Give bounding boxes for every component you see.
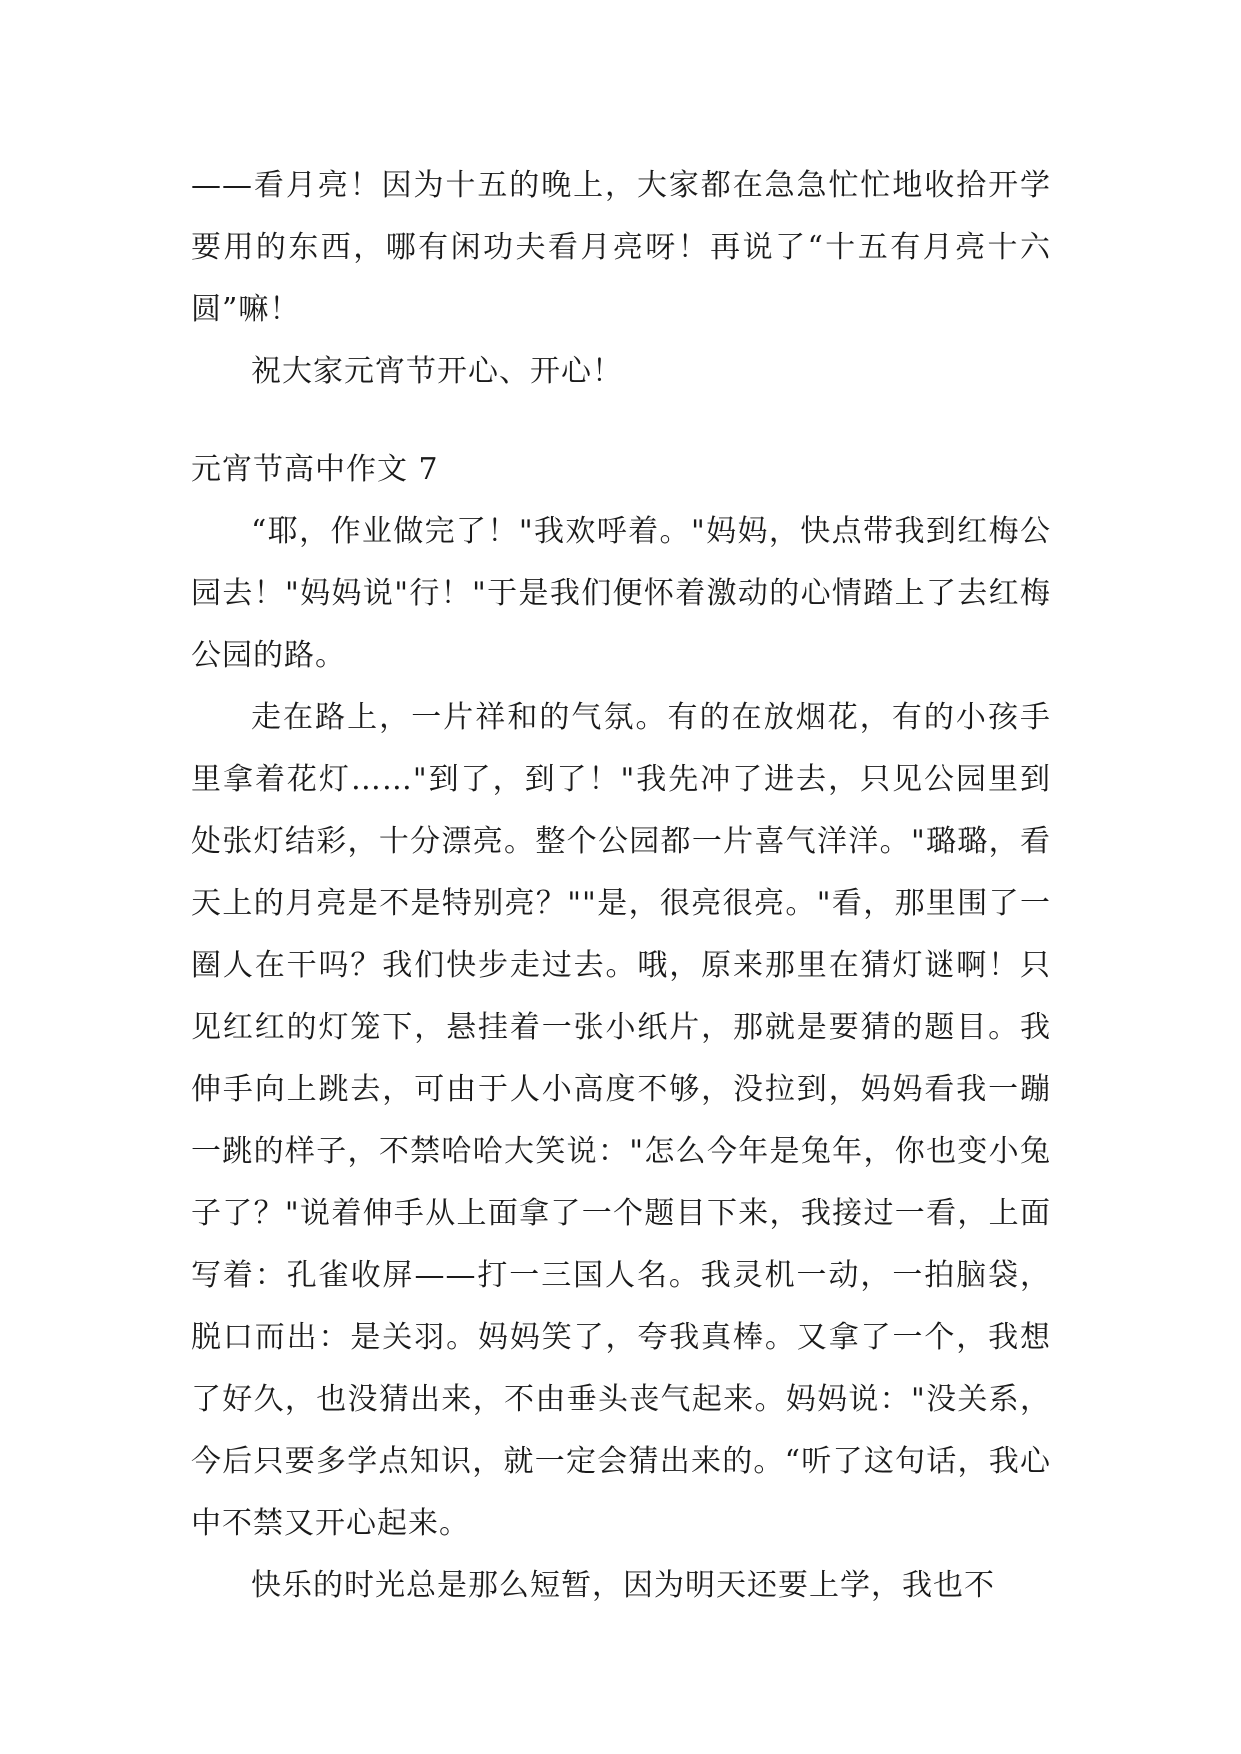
paragraph-lantern-riddles: 走在路上，一片祥和的气氛。有的在放烟花，有的小孩手里拿着花灯……"到了，到了！"我先冲了进去，只见公园里到处张灯结彩，十分漂亮。整个公园都一片喜气洋洋。"璐璐，看天上的月亮是不是特别亮？""是，很亮很亮。"看，那里围了一圈人在干吗？我们快步走过去。哦，原来那里在猜灯谜啊！只见红红的灯笼下，悬挂着一张小纸片，那就是要猜的题目。我伸手向上跳去，可由于人小高度不够，没拉到，妈妈看我一蹦一跳的样子，不禁哈哈大笑说："怎么今年是兔年，你也变小兔子了？"说着伸手从上面拿了一个题目下来，我接过一看，上面写着：孔雀收屏——打一三国人名。我灵机一动，一拍脑袋，脱口而出：是关羽。妈妈笑了，夸我真棒。又拿了一个，我想了好久，也没猜出来，不由垂头丧气起来。妈妈说："没关系，今后只要多学点知识，就一定会猜出来的。“听了这句话，我心中不禁又开心起来。 <box>191 700 1051 1541</box>
paragraph-homework-done: “耶，作业做完了！"我欢呼着。"妈妈，快点带我到红梅公园去！"妈妈说"行！"于是我们便怀着激动的心情踏上了去红梅公园的路。 <box>191 514 1051 673</box>
paragraph-greeting: 祝大家元宵节开心、开心！ <box>251 354 623 389</box>
paragraph-happy-time: 快乐的时光总是那么短暂，因为明天还要上学，我也不 <box>251 1568 995 1603</box>
section-heading: 元宵节高中作文 7 <box>191 452 439 487</box>
paragraph-moon-ending: ——看月亮！因为十五的晚上，大家都在急急忙忙地收拾开学要用的东西，哪有闲功夫看月亮呀！再说了“十五有月亮十六圆”嘛！ <box>191 168 1051 327</box>
document-body <box>191 155 1051 1617</box>
